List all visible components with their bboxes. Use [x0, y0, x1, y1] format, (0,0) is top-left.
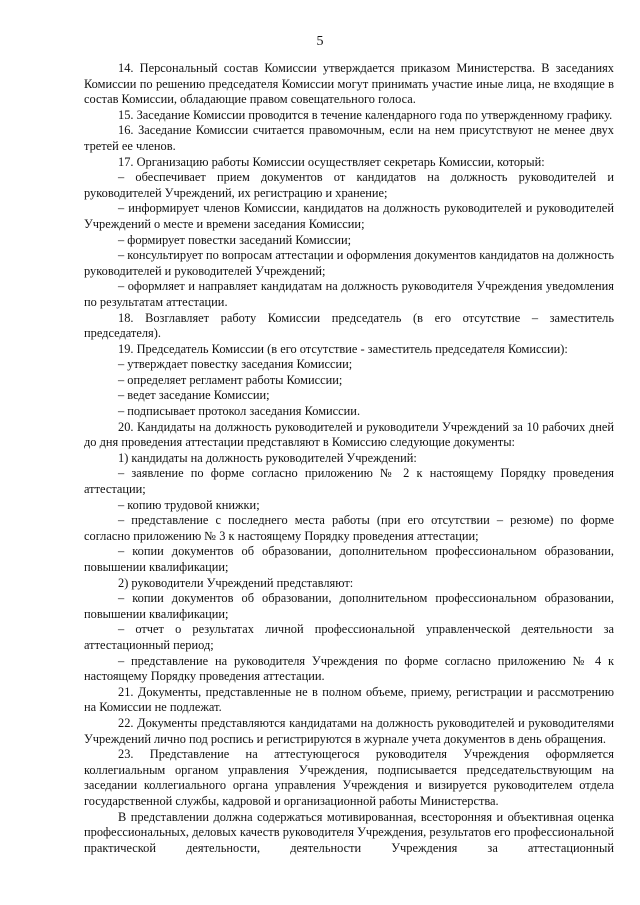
list-item: – ведет заседание Комиссии;	[118, 388, 270, 403]
paragraph-21: 21. Документы, представленные не в полном объеме, приему, регистрации и рассмотрению на Комиссии не подлежат.	[84, 684, 614, 715]
list-item: – представление на руководителя Учреждения по форме согласно приложению № 4 к настоящему Порядку проведения аттестации.	[84, 653, 614, 684]
paragraph-18: 18. Возглавляет работу Комиссии председатель (в его отсутствие – заместитель председателя).	[84, 310, 614, 341]
paragraph-19: 19. Председатель Комиссии (в его отсутствие - заместитель председателя Комиссии):	[118, 341, 568, 356]
list-item: – копии документов об образовании, дополнительном профессиональном образовании, повышении квалификации;	[84, 591, 614, 621]
list-item: – заявление по форме согласно приложению № 2 к настоящему Порядку проведения аттестации;	[84, 466, 614, 497]
page-number: 5	[316, 34, 324, 49]
document-body	[84, 61, 614, 856]
list-item: – подписывает протокол заседания Комиссии.	[118, 404, 361, 419]
list-item: – формирует повестки заседаний Комиссии;	[118, 232, 352, 247]
list-item: – определяет регламент работы Комиссии;	[118, 372, 343, 387]
list-item: – консультирует по вопросам аттестации и оформления документов кандидатов на должность руководителей и руководителей Учреждений;	[84, 248, 614, 278]
list-item: – утверждает повестку заседания Комиссии;	[118, 357, 353, 372]
subsection-1: 1) кандидаты на должность руководителей Учреждений:	[118, 450, 417, 465]
paragraph-16: 16. Заседание Комиссии считается правомочным, если на нем присутствуют не менее двух третей ее членов.	[84, 123, 614, 153]
paragraph-14: 14. Персональный состав Комиссии утверждается приказом Министерства. В заседаниях Комиссии по решению председателя Комиссии могут принимать участие иные лица, не входящие в состав Комиссии, обладающие правом совещательного голоса.	[84, 61, 614, 107]
paragraph-continuation: В представлении должна содержаться мотивированная, всесторонняя и объективная оценка профессиональных, деловых качеств руководителя Учреждения, результатов его профессиональной практической деятельности, деятельности Учреждения за аттестационный	[84, 809, 614, 855]
list-item: – информирует членов Комиссии, кандидатов на должность руководителей и руководителей Учреждений о месте и времени заседания Комиссии;	[84, 201, 614, 231]
list-item: – копии документов об образовании, дополнительном профессиональном образовании, повышении квалификации;	[84, 544, 614, 574]
subsection-2: 2) руководители Учреждений представляют:	[118, 575, 354, 590]
paragraph-23: 23. Представление на аттестующегося руководителя Учреждения оформляется коллегиальным органом управления Учреждения, подписывается председательствующим на заседании коллегиального органа управления Учреждения и визируется руководителем отдела государственной службы, кадровой и организационной работы Министерства.	[84, 747, 614, 808]
paragraph-22: 22. Документы представляются кандидатами на должность руководителей и руководителями Учреждений лично под роспись и регистрируются в журнале учета документов в день обращения.	[84, 715, 614, 746]
paragraph-15: 15. Заседание Комиссии проводится в течение календарного года по утвержденному графику.	[118, 107, 613, 122]
list-item: – отчет о результатах личной профессиональной управленческой деятельности за аттестационный период;	[84, 622, 614, 652]
list-item: – копию трудовой книжки;	[118, 497, 260, 512]
paragraph-17: 17. Организацию работы Комиссии осуществляет секретарь Комиссии, который:	[118, 154, 545, 169]
list-item: – оформляет и направляет кандидатам на должность руководителя Учреждения уведомления по результатам аттестации.	[84, 279, 614, 309]
paragraph-20: 20. Кандидаты на должность руководителей и руководители Учреждений за 10 рабочих дней до дня проведения аттестации представляют в Комиссию следующие документы:	[84, 419, 614, 450]
list-item: – обеспечивает прием документов от кандидатов на должность руководителей и руководителей Учреждений, их регистрацию и хранение;	[84, 170, 614, 200]
list-item: – представление с последнего места работы (при его отсутствии – резюме) по форме согласно приложению № 3 к настоящему Порядку проведения аттестации;	[84, 513, 614, 543]
